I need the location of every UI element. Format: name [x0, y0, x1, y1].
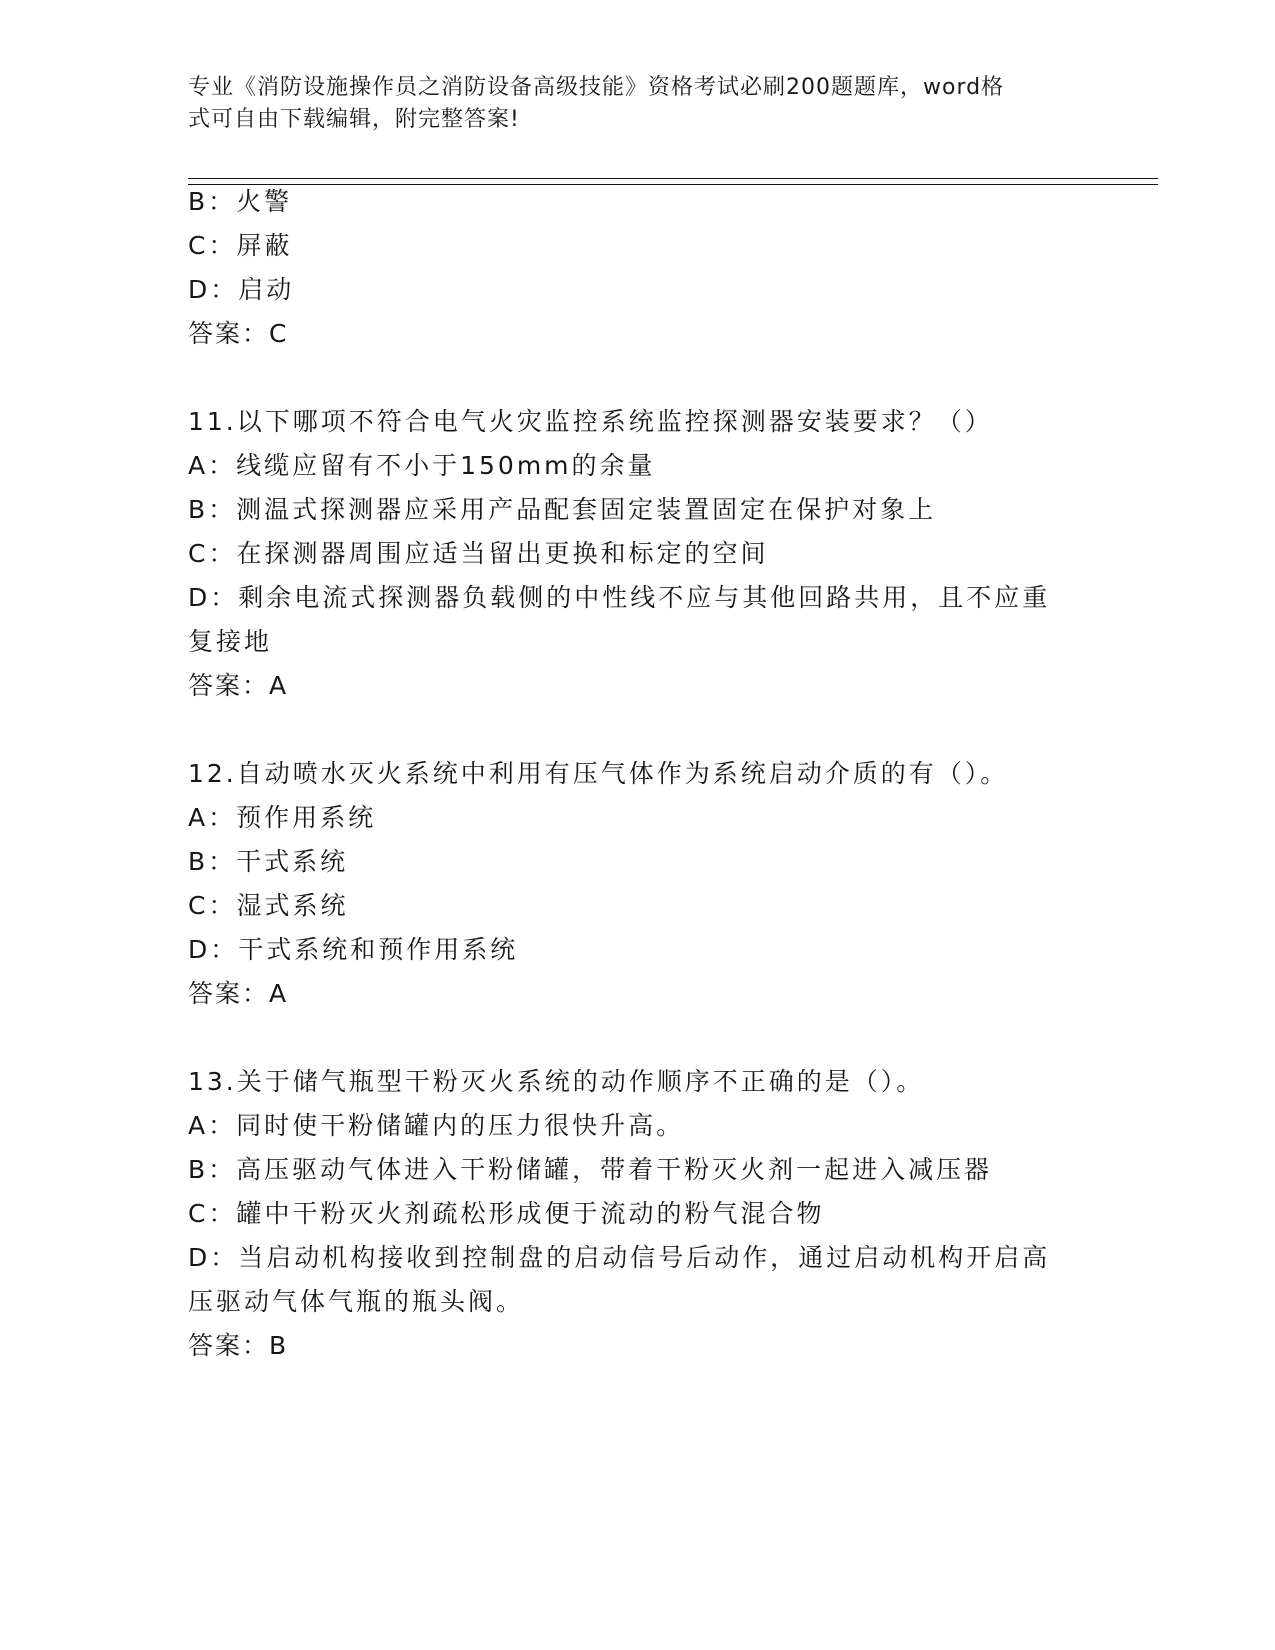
header-line-1: 专业《消防设施操作员之消防设备高级技能》资格考试必刷200题题库，word格	[188, 75, 1005, 100]
answer-line: 答案：A	[188, 979, 289, 1008]
option-d: D：干式系统和预作用系统	[188, 935, 519, 964]
header-divider-top	[188, 178, 1158, 179]
option-c: C：在探测器周围应适当留出更换和标定的空间	[188, 539, 769, 568]
question-stem-11: 11.以下哪项不符合电气火灾监控系统监控探测器安装要求？（）	[188, 407, 993, 436]
option-d-continued: 压驱动气体气瓶的瓶头阀。	[188, 1287, 525, 1316]
option-c: C：罐中干粉灭火剂疏松形成便于流动的粉气混合物	[188, 1199, 825, 1228]
option-a: A：预作用系统	[188, 803, 377, 832]
answer-line: 答案：B	[188, 1331, 289, 1360]
option-d: D：剩余电流式探测器负载侧的中性线不应与其他回路共用，且不应重	[188, 583, 1051, 612]
option-b: B：高压驱动气体进入干粉储罐，带着干粉灭火剂一起进入减压器	[188, 1155, 993, 1184]
answer-line: 答案：A	[188, 671, 289, 700]
option-a: A：线缆应留有不小于150mm的余量	[188, 451, 656, 480]
option-d: D：启动	[188, 275, 295, 304]
option-b: B：干式系统	[188, 847, 349, 876]
option-b: B：火警	[188, 187, 293, 216]
question-stem-12: 12.自动喷水灭火系统中利用有压气体作为系统启动介质的有（）。	[188, 759, 1009, 788]
question-stem-13: 13.关于储气瓶型干粉灭火系统的动作顺序不正确的是（）。	[188, 1067, 925, 1096]
option-c: C：屏蔽	[188, 231, 293, 260]
option-a: A：同时使干粉储罐内的压力很快升高。	[188, 1111, 685, 1140]
option-c: C：湿式系统	[188, 891, 349, 920]
document-header	[188, 72, 1088, 136]
option-d: D：当启动机构接收到控制盘的启动信号后动作，通过启动机构开启高	[188, 1243, 1051, 1272]
header-line-2: 式可自由下载编辑，附完整答案!	[188, 107, 520, 132]
option-d-continued: 复接地	[188, 627, 273, 656]
option-b: B：测温式探测器应采用产品配套固定装置固定在保护对象上	[188, 495, 937, 524]
answer-line: 答案：C	[188, 319, 289, 348]
